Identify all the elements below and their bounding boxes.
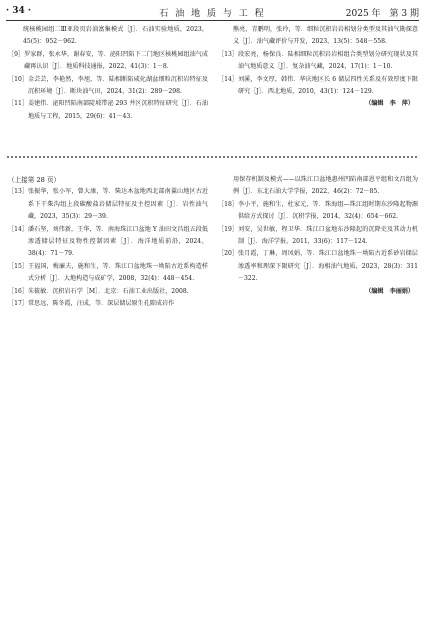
reference-text: 罗家群，张永华，谢春安，等．泌阳凹陷下二门地区核桃园组油气成藏再认识［J］．地质科技通报，2022，41(3)：1－8. — [24, 50, 208, 71]
reference-number: ［9］ — [8, 50, 25, 58]
reference-number: ［14］ — [8, 225, 28, 233]
reference-item — [8, 74, 208, 99]
reference-item — [218, 224, 418, 249]
reference-number: ［10］ — [8, 75, 28, 83]
reference-number: ［13］ — [8, 188, 28, 196]
reference-text: 金芸芸，李艳然，李旭，等．陆相断陷咸化湖盆细粒沉积岩特征及沉积环境［J］．断块油气田，2024，31(2)：289－298. — [27, 75, 208, 96]
reference-text: 刘溪，李文厚，韩伟．华庆地区长 6 储层四性关系及有效厚度下限研究［J］．西北地质，2010，43(1)：124－129. — [237, 75, 418, 96]
reference-text: 张振华，张小军，曾大康，等．柴达木盆地西北部南翼山地区古近系下干柴沟组上段碳酸盐岩储层特征及主控因素［J］．岩性油气藏，2023，35(3)：29－39. — [27, 188, 208, 221]
reference-item — [218, 24, 418, 49]
reference-item — [218, 199, 418, 224]
references-bottom-right — [218, 174, 418, 298]
reference-text: 熊亮，青鹏明，张玲，等．细粒沉积岩岩相划分类型及其油气勘探意义［J］．油气藏评价与开发，2023，13(5)：548－558. — [233, 26, 418, 46]
reference-item — [218, 74, 418, 99]
reference-item — [8, 24, 208, 49]
reference-text: 刘安，吴世敏，程卫华．珠江口盆地东沙隆起的沉降史及其动力机制［J］．海洋学报，2011，33(6)：117－124. — [237, 225, 418, 246]
references-top-left — [8, 24, 208, 123]
reference-number: ［11］ — [8, 100, 28, 108]
reference-item — [8, 298, 208, 310]
references-top-right — [218, 24, 418, 111]
journal-title: 石 油 地 质 与 工 程 — [159, 9, 266, 19]
reference-text: 常思远，陈冬霞，汪成，等．深层储层原生孔隙成岩作 — [27, 300, 175, 308]
reference-number: ［15］ — [8, 262, 28, 270]
reference-number: ［19］ — [218, 225, 238, 233]
continued-from-label: （上接第 28 页） — [8, 176, 61, 184]
editor-credit: （编辑 李 萍） — [365, 100, 414, 108]
section-divider — [6, 155, 419, 159]
reference-text: 朱筱敏．沉积岩石学［M］．北京：石油工业出版社，2008. — [27, 287, 189, 295]
reference-text: 段宏亮，杨保良．陆相细粒沉积岩岩相组合类型划分研究现状及其油气地质意义［J］．复杂油气藏，2024，17(1)：1－10. — [237, 50, 418, 71]
reference-number: ［16］ — [8, 287, 28, 295]
reference-number: ［18］ — [218, 200, 238, 208]
reference-number: ［13］ — [218, 50, 238, 58]
reference-item — [218, 174, 418, 199]
editor-credit: （编辑 李丽娟） — [365, 287, 414, 295]
reference-number: ［17］ — [8, 300, 28, 308]
reference-item — [8, 261, 208, 286]
reference-item — [8, 186, 208, 223]
reference-text: 张月霞，丁琳，周凤娟，等．珠江口盆地珠一坳陷古近系砂岩储层渗透率和理深下限研究［J］．海相油气地质，2023，28(3)：311－322. — [237, 250, 418, 283]
page-header — [6, 4, 419, 21]
reference-item — [8, 49, 208, 74]
reference-number: ［20］ — [218, 250, 238, 258]
reference-item — [8, 286, 208, 298]
issue-label: 2025 年 第 3 期 — [345, 9, 419, 19]
references-bottom-left — [8, 174, 208, 310]
reference-text: 用保存机制及模式——以珠江口盆地惠州凹陷南部恩平组和文昌组为例［J］．东北石油大学学报，2022，46(2)：72－85. — [233, 176, 418, 196]
reference-text: 李小平，施和生，杜家元，等．珠海组—珠江组时期东沙隆起物源供给方式探讨［J］．沉积学报，2014，32(4)：654－662. — [237, 200, 418, 221]
reference-item — [218, 248, 418, 285]
reference-text: 潘石坚，刘伟新，王华，等．南海珠江口盆地 Y 油田文昌组五段低渗透储层特征及物性控制因素［J］．海洋地质前沿，2024，38(4)：71－79. — [27, 225, 208, 258]
reference-item — [8, 98, 208, 123]
reference-item — [218, 49, 418, 74]
reference-text: 姜建伟．泌阳凹陷南部陡坡带泌 293 井区沉积特征研究［J］．石油地质与工程，2015，29(6)：41－43. — [27, 100, 208, 120]
reference-item — [8, 224, 208, 261]
reference-number: ［14］ — [218, 75, 238, 83]
page-number: · 34 · — [6, 6, 32, 16]
reference-text: 王福国，梅廉夫，施和生，等．珠江口盆地珠一坳陷古近系构造样式分析［J］．大地构造与成矿学，2008，32(4)：448－454. — [27, 262, 208, 283]
reference-text: 统核桃园组二Ⅲ亚段页岩油富集模式［J］．石油实验地质，2023，45(5)：952－962. — [23, 26, 208, 46]
